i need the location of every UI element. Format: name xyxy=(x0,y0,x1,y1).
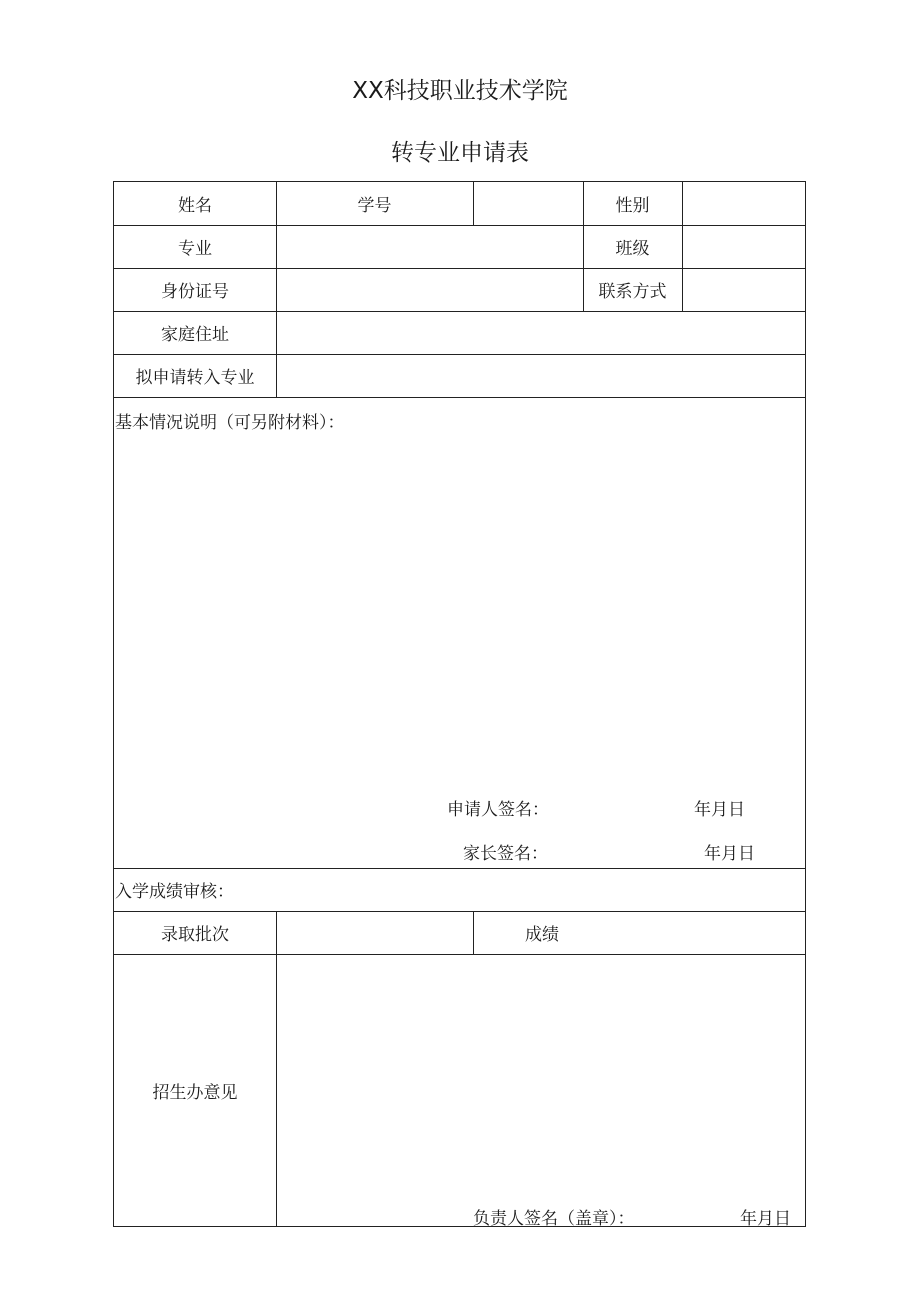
statement-label: 基本情况说明（可另附材料）： xyxy=(115,413,345,433)
gender-field[interactable] xyxy=(682,182,805,225)
office-opinion-label: 招生办意见 xyxy=(152,1082,238,1103)
major-label: 专业 xyxy=(178,239,212,259)
row-divider xyxy=(114,397,805,398)
statement-area[interactable] xyxy=(114,408,805,788)
applicant-sign-label: 申请人签名： xyxy=(447,800,549,820)
name-label: 姓名 xyxy=(178,196,212,216)
institution-title: XX科技职业技术学院 xyxy=(352,78,568,104)
id-number-field[interactable] xyxy=(276,268,583,311)
office-date: 年月日 xyxy=(740,1209,791,1229)
applicant-date: 年月日 xyxy=(694,800,745,820)
form-title: 转专业申请表 xyxy=(391,140,529,166)
major-field[interactable] xyxy=(276,225,583,268)
class-field[interactable] xyxy=(682,225,805,268)
address-label: 家庭住址 xyxy=(161,325,229,345)
address-field[interactable] xyxy=(276,311,805,354)
application-form-table xyxy=(113,181,806,1227)
parent-sign-label: 家长签名： xyxy=(463,844,548,864)
batch-field[interactable] xyxy=(276,911,473,954)
score-label: 成绩 xyxy=(525,925,559,945)
id-number-label: 身份证号 xyxy=(161,282,229,302)
student-id-label: 学号 xyxy=(357,196,392,216)
batch-label: 录取批次 xyxy=(161,925,229,945)
admission-review-label: 入学成绩审核： xyxy=(115,882,234,902)
target-major-label: 拟申请转入专业 xyxy=(135,368,255,388)
student-id-field[interactable] xyxy=(473,182,583,225)
office-opinion-area[interactable] xyxy=(276,954,805,1174)
contact-label: 联系方式 xyxy=(598,282,667,302)
parent-date: 年月日 xyxy=(704,844,755,864)
contact-field[interactable] xyxy=(682,268,805,311)
office-sign-label: 负责人签名（盖章）： xyxy=(473,1209,635,1229)
target-major-field[interactable] xyxy=(276,354,805,397)
class-label: 班级 xyxy=(615,239,650,259)
col-divider xyxy=(473,911,474,954)
gender-label: 性别 xyxy=(615,196,650,216)
